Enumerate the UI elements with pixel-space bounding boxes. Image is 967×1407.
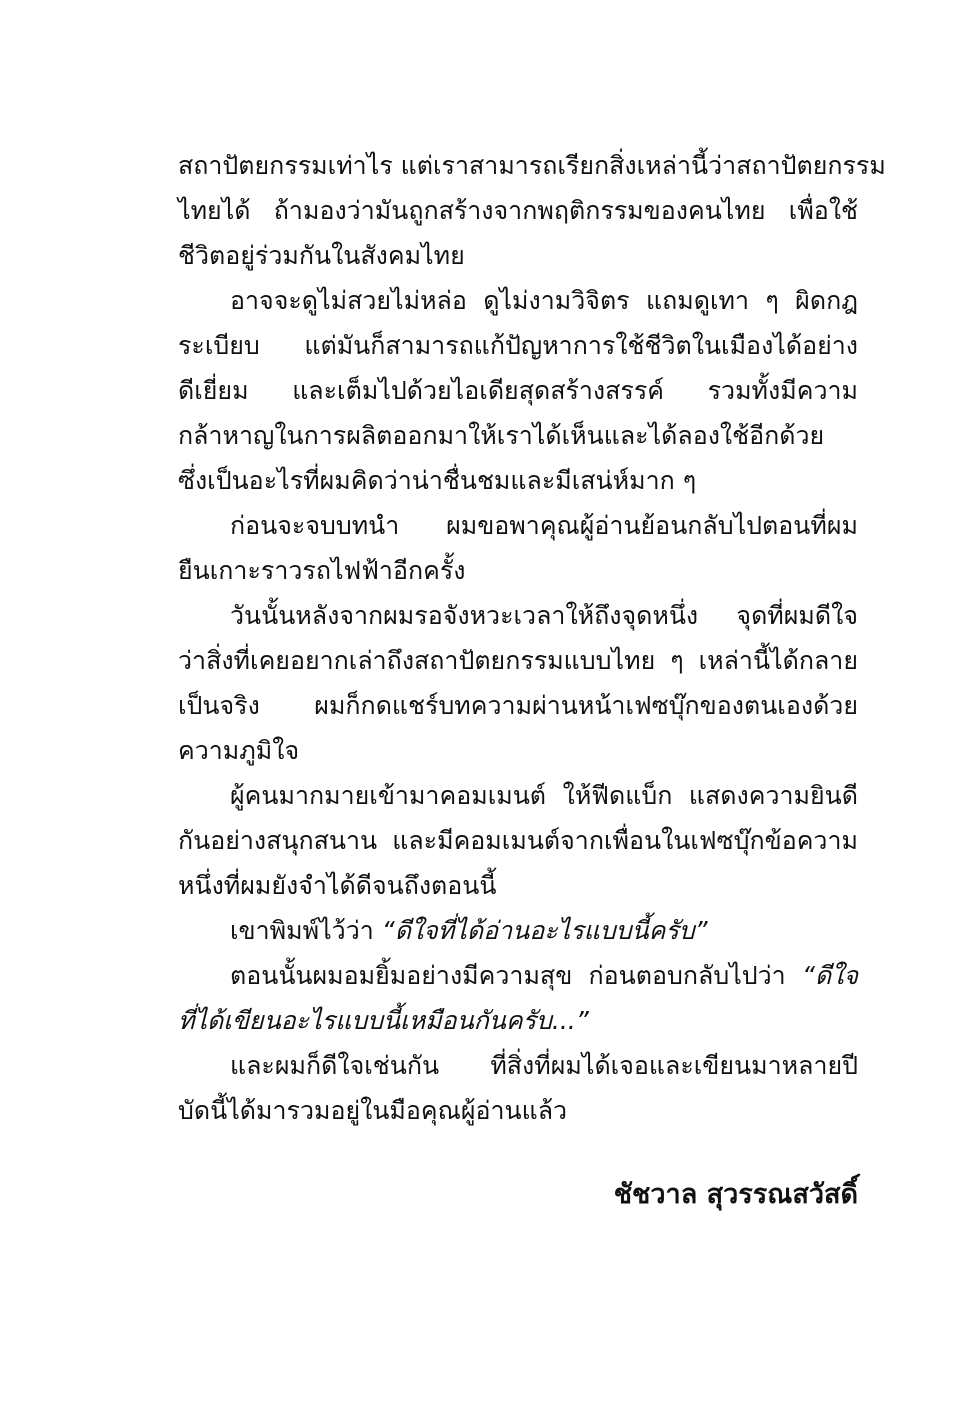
closing-paragraph [178, 1043, 858, 1133]
body-text [178, 143, 886, 1133]
quote-paragraph [178, 908, 858, 953]
reply-line-1 [178, 953, 858, 998]
text-line: วันนั้นหลังจากผมรอจังหวะเวลาให้ถึงจุดหนึ่ง จุดที่ผมดีใจ [230, 601, 858, 630]
paragraph [178, 503, 858, 593]
text-line: ซึ่งเป็นอะไรที่ผมคิดว่าน่าชื่นชมและมีเสน่ห์มาก ๆ [178, 466, 697, 495]
closing-line-2: บัดนี้ได้มารวมอยู่ในมือคุณผู้อ่านแล้ว [178, 1096, 568, 1125]
text-line: ชีวิตอยู่ร่วมกันในสังคมไทย [178, 241, 465, 270]
author-signature: ชัชวาล สุวรรณสวัสดิ์ [613, 1179, 858, 1210]
text-line: ว่าสิ่งที่เคยอยากเล่าถึงสถาปัตยกรรมแบบไทย ๆ เหล่านี้ได้กลาย [178, 646, 858, 675]
paragraph-list [178, 143, 886, 908]
paragraph [178, 593, 858, 773]
text-line: เป็นจริง ผมก็กดแชร์บทความผ่านหน้าเฟซบุ๊กของตนเองด้วย [178, 691, 858, 720]
reply-quote-start: “ดีใจ [801, 961, 858, 990]
reply-line-2: ที่ได้เขียนอะไรแบบนี้เหมือนกันครับ...” [178, 1006, 589, 1035]
paragraph [178, 143, 886, 278]
text-line: กันอย่างสนุกสนาน และมีคอมเมนต์จากเพื่อนในเฟซบุ๊กข้อความ [178, 826, 858, 855]
text-line: สถาปัตยกรรมเท่าไร แต่เราสามารถเรียกสิ่งเหล่านี้ว่าสถาปัตยกรรม [178, 151, 886, 180]
text-line: ระเบียบ แต่มันก็สามารถแก้ปัญหาการใช้ชีวิตในเมืองได้อย่าง [178, 331, 858, 360]
reply-paragraph [178, 953, 858, 1043]
closing-line-1: และผมก็ดีใจเช่นกัน ที่สิ่งที่ผมได้เจอและเขียนมาหลายปี [230, 1051, 858, 1080]
text-line: หนึ่งที่ผมยังจำได้ดีจนถึงตอนนี้ [178, 871, 497, 900]
quote-prefix: เขาพิมพ์ไว้ว่า [230, 916, 382, 945]
text-line: ความภูมิใจ [178, 736, 300, 765]
text-line: กล้าหาญในการผลิตออกมาให้เราได้เห็นและได้ลองใช้อีกด้วย [178, 421, 825, 450]
quote-text: “ดีใจที่ได้อ่านอะไรแบบนี้ครับ” [381, 916, 708, 945]
text-line: ดีเยี่ยม และเต็มไปด้วยไอเดียสุดสร้างสรรค์ รวมทั้งมีความ [178, 376, 858, 405]
text-line: ก่อนจะจบบทนำ ผมขอพาคุณผู้อ่านย้อนกลับไปตอนที่ผม [230, 511, 858, 540]
reply-prefix: ตอนนั้นผมอมยิ้มอย่างมีความสุข ก่อนตอบกลับไปว่า [230, 961, 802, 990]
paragraph [178, 278, 858, 503]
text-line: อาจจะดูไม่สวยไม่หล่อ ดูไม่งามวิจิตร แถมดูเทา ๆ ผิดกฎ [230, 286, 858, 315]
paragraph [178, 773, 858, 908]
text-line: ผู้คนมากมายเข้ามาคอมเมนต์ ให้ฟีดแบ็ก แสดงความยินดี [230, 781, 858, 810]
text-line: ไทยได้ ถ้ามองว่ามันถูกสร้างจากพฤติกรรมของคนไทย เพื่อใช้ [178, 196, 858, 225]
quote-line [178, 908, 858, 953]
text-line: ยืนเกาะราวรถไฟฟ้าอีกครั้ง [178, 556, 466, 585]
